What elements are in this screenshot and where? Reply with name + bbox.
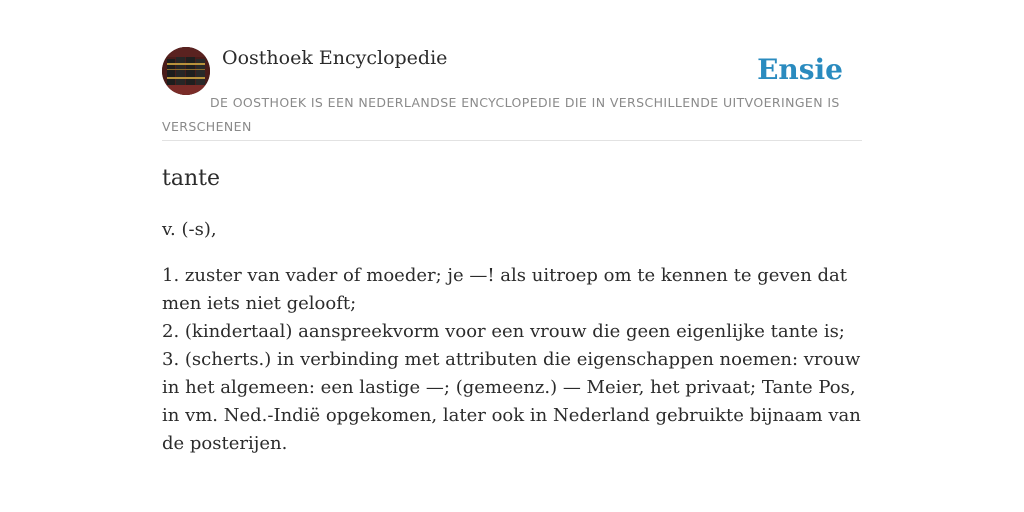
headword: tante (162, 166, 220, 191)
encyclopedia-books-icon[interactable] (162, 47, 210, 95)
dictionary-entry (162, 164, 862, 458)
sense-3: 3. (scherts.) in verbinding met attributen die eigenschappen noemen: vrouw in het algemeen: een lastige —; (gemeenz.) — Meier, het privaat; Tante Pos, in vm. Ned.-Indië opgekomen, later ook in Nederland gebruikte bijnaam van de posterijen. (162, 349, 861, 454)
site-subtitle: DE OOSTHOEK IS EEN NEDERLANDSE ENCYCLOPEDIE DIE IN VERSCHILLENDE UITVOERINGEN IS VERSCHENEN (162, 95, 840, 134)
sense-1: 1. zuster van vader of moeder; je —! als uitroep om te kennen te geven dat men iets niet gelooft; (162, 265, 848, 314)
grammar-info: v. (-s), (162, 219, 217, 240)
definitions (162, 262, 862, 458)
site-title[interactable]: Oosthoek Encyclopedie (222, 47, 448, 69)
ensie-logo[interactable]: Ensie (757, 53, 843, 86)
sense-2: 2. (kindertaal) aanspreekvorm voor een vrouw die geen eigenlijke tante is; (162, 321, 845, 342)
site-header (162, 46, 862, 141)
